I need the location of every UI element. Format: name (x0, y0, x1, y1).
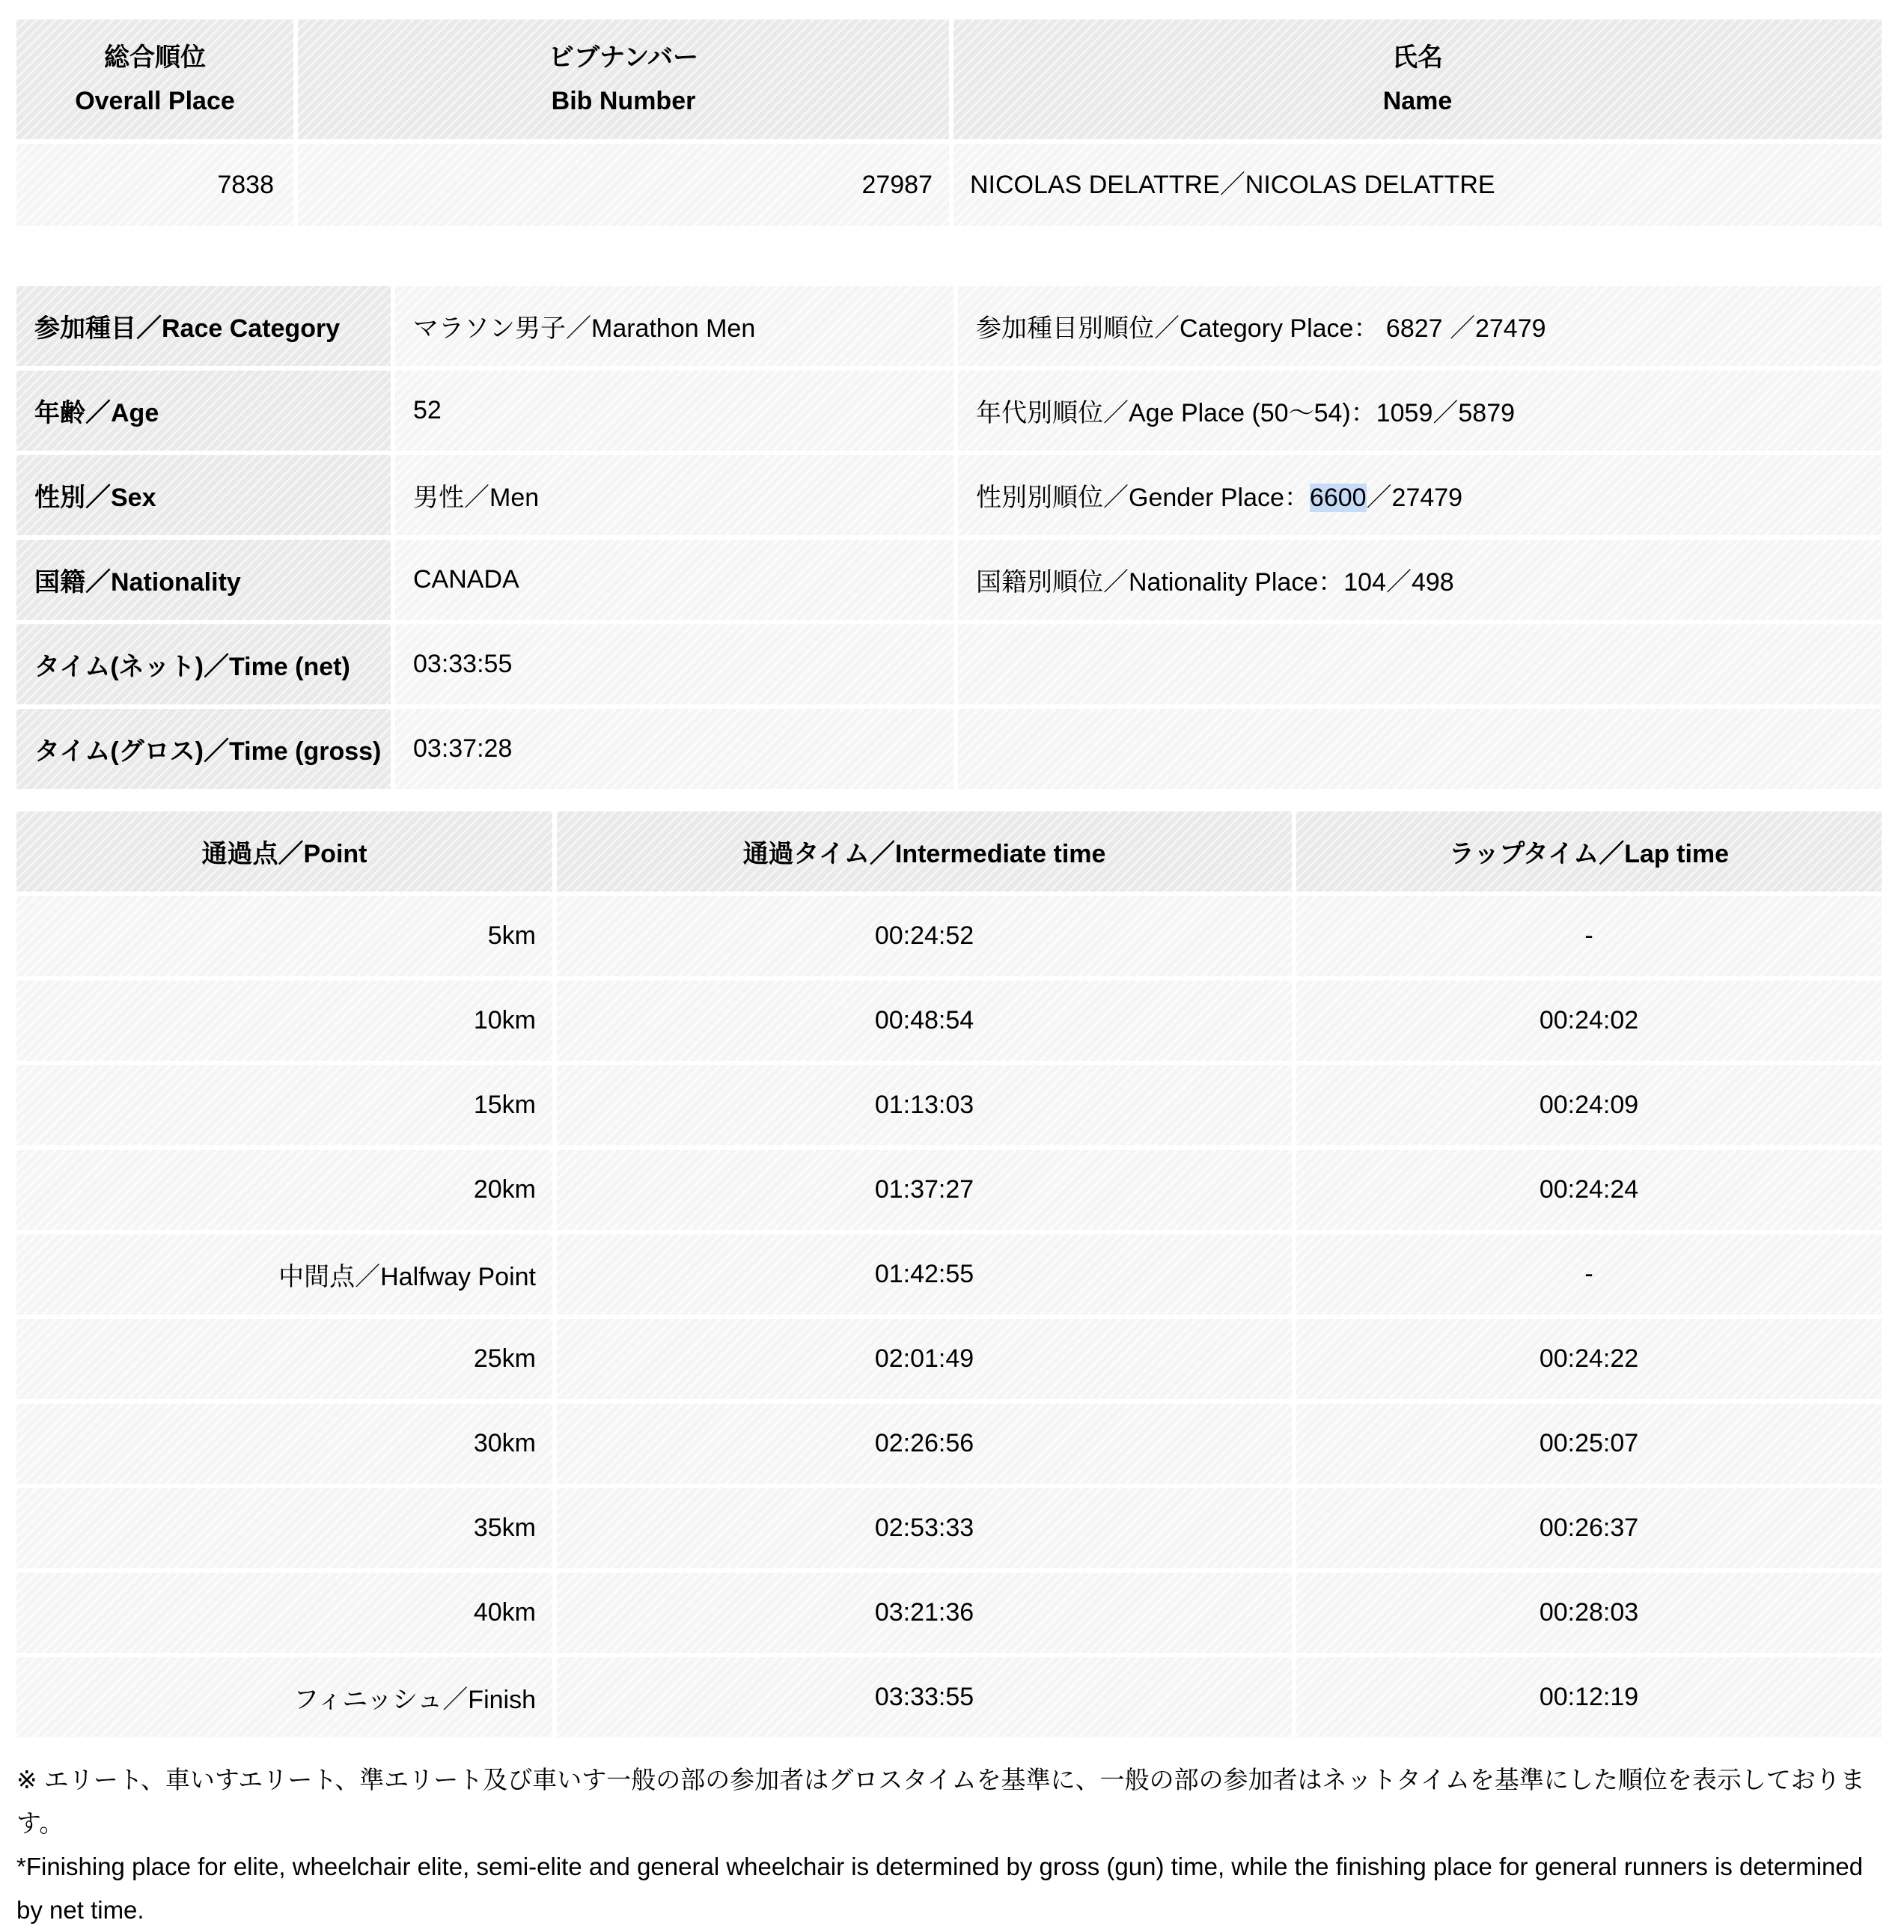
split-intermediate-time: 02:26:56 (557, 1404, 1292, 1484)
detail-place-suffix: ／5879 (1432, 399, 1516, 427)
detail-label: 国籍／Nationality (16, 540, 391, 620)
note-ja: ※ エリート、車いすエリート、準エリート及び車いす一般の部の参加者はグロスタイムを基準に、一般の部の参加者はネットタイムを基準にした順位を表示しております。 (16, 1766, 1865, 1837)
runner-name-value: NICOLAS DELATTRE／NICOLAS DELATTRE (953, 144, 1882, 226)
detail-row (16, 709, 1882, 789)
note-en: *Finishing place for elite, wheelchair elite, semi-elite and general wheelchair is determined by gross (gun) time, while the finishing place for general runners is determined by net time. (16, 1853, 1864, 1924)
split-intermediate-time: 01:13:03 (557, 1065, 1292, 1145)
split-point: 20km (16, 1150, 552, 1230)
name-header-ja: 氏名 (1392, 43, 1443, 72)
split-row (16, 1657, 1882, 1737)
split-lap-time: 00:24:24 (1296, 1150, 1882, 1230)
split-lap-time: - (1296, 896, 1882, 976)
split-row (16, 1234, 1882, 1314)
detail-value: 男性／Men (395, 455, 953, 535)
overall-place-cell (16, 144, 293, 226)
split-row (16, 1488, 1882, 1568)
detail-place (958, 371, 1882, 451)
bib-number-header-en: Bib Number (551, 87, 696, 115)
point-header: 通過点／Point (16, 811, 552, 892)
split-intermediate-time: 02:53:33 (557, 1488, 1292, 1568)
details-table (12, 281, 1886, 793)
detail-place (958, 624, 1882, 704)
detail-row (16, 624, 1882, 704)
detail-label: 性別／Sex (16, 455, 391, 535)
split-row (16, 981, 1882, 1061)
split-point: フィニッシュ／Finish (16, 1657, 552, 1737)
detail-label: タイム(ネット)／Time (net) (16, 624, 391, 704)
detail-label: 年齢／Age (16, 371, 391, 451)
detail-place-rank: 104 (1343, 568, 1386, 597)
intermediate-time-header: 通過タイム／Intermediate time (557, 811, 1292, 892)
detail-row (16, 455, 1882, 535)
split-intermediate-time: 03:33:55 (557, 1657, 1292, 1737)
detail-label: 参加種目／Race Category (16, 286, 391, 366)
split-point: 40km (16, 1573, 552, 1653)
detail-place-rank: 1059 (1376, 399, 1433, 427)
split-point: 5km (16, 896, 552, 976)
detail-row (16, 540, 1882, 620)
detail-place (958, 286, 1882, 366)
detail-value: 52 (395, 371, 953, 451)
detail-value: CANADA (395, 540, 953, 620)
bib-number-value: 27987 (298, 144, 949, 226)
detail-label: タイム(グロス)／Time (gross) (16, 709, 391, 789)
detail-place-suffix: ／27479 (1442, 314, 1546, 343)
bib-number-header (298, 19, 949, 139)
split-point: 中間点／Halfway Point (16, 1234, 552, 1314)
split-intermediate-time: 00:24:52 (557, 896, 1292, 976)
split-intermediate-time: 01:42:55 (557, 1234, 1292, 1314)
split-lap-time: 00:28:03 (1296, 1573, 1882, 1653)
detail-place-suffix: ／498 (1385, 568, 1454, 597)
detail-place-prefix: 年代別順位／Age Place (50〜54)： (976, 399, 1376, 427)
split-intermediate-time: 00:48:54 (557, 981, 1292, 1061)
split-point: 35km (16, 1488, 552, 1568)
split-intermediate-time: 02:01:49 (557, 1319, 1292, 1399)
splits-table (12, 807, 1886, 1742)
split-lap-time: 00:12:19 (1296, 1657, 1882, 1737)
detail-place (958, 455, 1882, 535)
split-point: 30km (16, 1404, 552, 1484)
detail-place (958, 540, 1882, 620)
detail-value: マラソン男子／Marathon Men (395, 286, 953, 366)
split-lap-time: 00:24:22 (1296, 1319, 1882, 1399)
summary-table (12, 15, 1886, 231)
detail-row (16, 371, 1882, 451)
overall-place-header (16, 19, 293, 139)
detail-row (16, 286, 1882, 366)
split-point: 10km (16, 981, 552, 1061)
detail-value: 03:33:55 (395, 624, 953, 704)
split-intermediate-time: 01:37:27 (557, 1150, 1292, 1230)
notes (16, 1758, 1882, 1932)
result-page (16, 15, 1882, 1932)
overall-place-header-ja: 総合順位 (104, 43, 206, 72)
split-lap-time: - (1296, 1234, 1882, 1314)
detail-place-prefix: 国籍別順位／Nationality Place： (976, 568, 1344, 597)
split-row (16, 1404, 1882, 1484)
split-row (16, 1150, 1882, 1230)
detail-place-prefix: 性別別順位／Gender Place： (976, 484, 1310, 512)
overall-place-header-en: Overall Place (75, 87, 235, 115)
split-intermediate-time: 03:21:36 (557, 1573, 1292, 1653)
split-row (16, 1319, 1882, 1399)
detail-place-rank: 6827 (1385, 314, 1443, 343)
split-row (16, 1065, 1882, 1145)
detail-value: 03:37:28 (395, 709, 953, 789)
lap-time-header: ラップタイム／Lap time (1296, 811, 1882, 892)
overall-place-value: 7838 (217, 171, 274, 199)
split-lap-time: 00:25:07 (1296, 1404, 1882, 1484)
split-row (16, 1573, 1882, 1653)
detail-place-rank: 6600 (1309, 484, 1367, 512)
detail-place-prefix: 参加種目別順位／Category Place： (976, 314, 1386, 343)
bib-number-header-ja: ビブナンバー (549, 43, 698, 72)
split-row (16, 896, 1882, 976)
split-point: 25km (16, 1319, 552, 1399)
name-header-en: Name (1382, 87, 1453, 115)
detail-place-suffix: ／27479 (1366, 484, 1463, 512)
split-lap-time: 00:24:09 (1296, 1065, 1882, 1145)
split-point: 15km (16, 1065, 552, 1145)
split-lap-time: 00:24:02 (1296, 981, 1882, 1061)
detail-place (958, 709, 1882, 789)
name-header (953, 19, 1882, 139)
split-lap-time: 00:26:37 (1296, 1488, 1882, 1568)
